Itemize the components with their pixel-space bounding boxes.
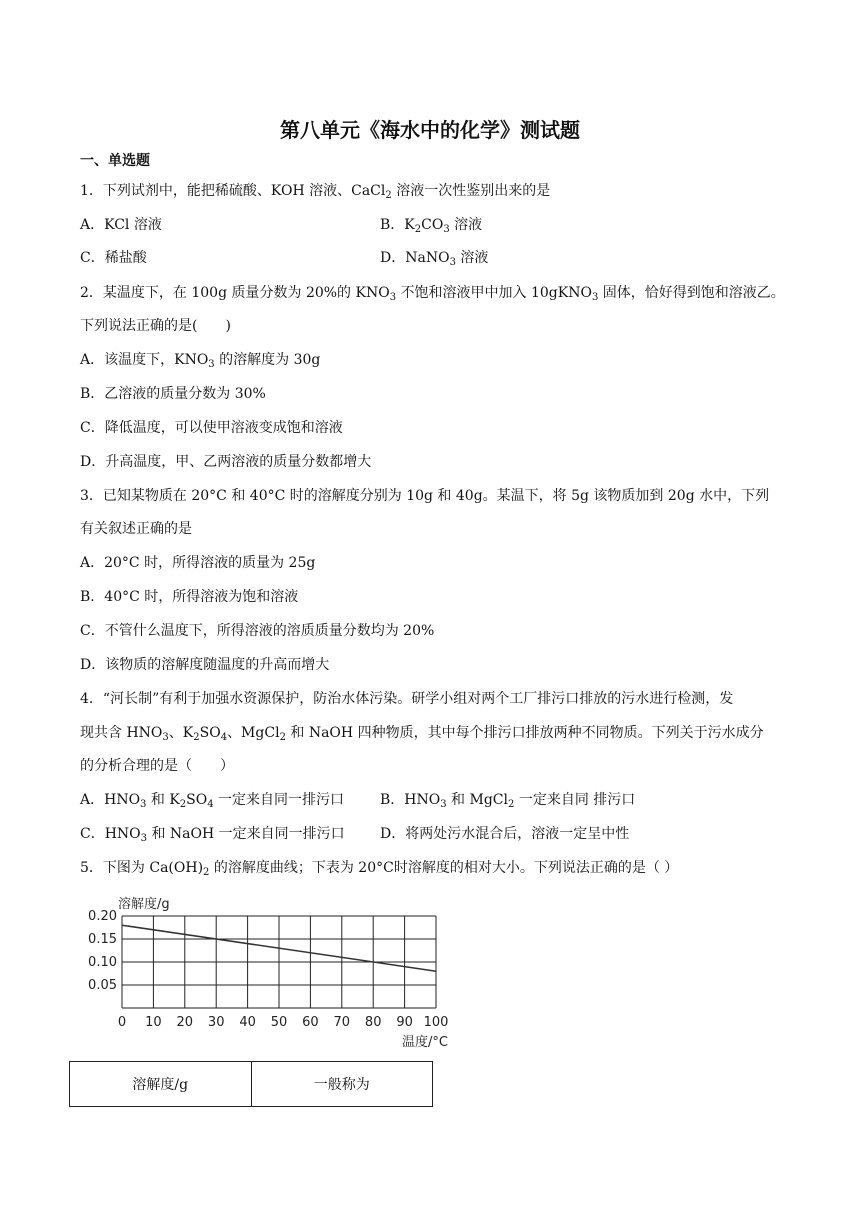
q1-stem: 1．下列试剂中，能把稀硫酸、KOH 溶液、CaCl$_2$ 溶液一次性鉴别出来的是 bbox=[80, 183, 551, 201]
q4-option-d: D．将两处污水混合后，溶液一定呈中性 bbox=[380, 826, 630, 842]
x-tick-label: 50 bbox=[270, 1015, 288, 1030]
q3-option-c: C．不管什么温度下，所得溶液的溶质质量分数均为 20% bbox=[80, 623, 435, 639]
x-tick-label: 60 bbox=[302, 1015, 319, 1030]
x-tick-label: 10 bbox=[145, 1015, 162, 1030]
q1-option-a: A．KCl 溶液 bbox=[80, 217, 162, 233]
page-title: 第八单元《海水中的化学》测试题 bbox=[280, 118, 580, 142]
x-tick-label: 0 bbox=[117, 1015, 127, 1030]
q3-option-d: D．该物质的溶解度随温度的升高而增大 bbox=[80, 657, 330, 673]
q2-stem-line1: 2．某温度下，在 100g 质量分数为 20%的 $KNO_3$ 不饱和溶液甲中加入 10gKNO$_3$ 固体，恰好得到饱和溶液乙。 bbox=[80, 285, 785, 303]
q4-stem-line2: 现共含 $HNO_3$、$K_2SO_4$、MgCl$_2$ 和 NaOH 四种物质，其中每个排污口排放两种不同物质。下列关于污水成分 bbox=[80, 725, 764, 743]
q2-option-a: A．该温度下，$KNO_3$ 的溶解度为 30g bbox=[80, 352, 321, 370]
y-axis-label: 溶解度/g bbox=[118, 897, 170, 912]
q3-stem-line1: 3．已知某物质在 20°C 和 40°C 时的溶解度分别为 10g 和 40g。某温下，将 5g 该物质加到 20g 水中，下列 bbox=[80, 488, 770, 504]
q4-stem-line3: 的分析合理的是（ ） bbox=[80, 758, 234, 774]
q4-option-a: A．$HNO_3$ 和 $K_2SO_4$ 一定来自同一排污口 bbox=[80, 792, 345, 810]
q1-option-d: D．NaNO$_3$ 溶液 bbox=[380, 250, 489, 268]
x-tick-label: 80 bbox=[364, 1015, 382, 1030]
section-heading: 一、单选题 bbox=[80, 153, 150, 169]
solubility-chart bbox=[82, 888, 462, 1058]
q1-option-b: B．$K_2CO_3$ 溶液 bbox=[380, 217, 483, 235]
x-tick-label: 90 bbox=[396, 1015, 413, 1030]
solubility-table bbox=[69, 1061, 433, 1107]
x-axis-label: 温度/°C bbox=[402, 1035, 448, 1050]
x-tick-label: 30 bbox=[207, 1015, 225, 1030]
q3-stem-line2: 有关叙述正确的是 bbox=[80, 521, 192, 537]
q2-option-b: B．乙溶液的质量分数为 30% bbox=[80, 386, 266, 402]
q5-stem: 5．下图为 $Ca(OH)_2$ 的溶解度曲线；下表为 20°C时溶解度的相对大小。下列说法正确的是（ ） bbox=[80, 860, 679, 878]
table-header-cell: 溶解度/g bbox=[70, 1062, 252, 1107]
y-tick-label: 0.20 bbox=[88, 909, 117, 924]
y-tick-label: 0.05 bbox=[88, 978, 117, 993]
x-tick-label: 100 bbox=[423, 1015, 449, 1030]
q4-option-b: B．$HNO_3$ 和 MgCl$_2$ 一定来自同 排污口 bbox=[380, 792, 636, 810]
x-tick-label: 70 bbox=[333, 1015, 351, 1030]
q4-stem-line1: 4．“河长制”有利于加强水资源保护，防治水体污染。研学小组对两个工厂排污口排放的污水进行检测，发 bbox=[80, 691, 734, 707]
x-tick-label: 20 bbox=[176, 1015, 194, 1030]
q3-option-a: A．20°C 时，所得溶液的质量为 25g bbox=[80, 555, 316, 571]
q3-option-b: B．40°C 时，所得溶液为饱和溶液 bbox=[80, 589, 299, 605]
q2-stem-line2: 下列说法正确的是( ) bbox=[80, 318, 231, 334]
q1-option-c: C．稀盐酸 bbox=[80, 250, 147, 266]
q4-option-c: C．$HNO_3$ 和 NaOH 一定来自同一排污口 bbox=[80, 826, 345, 844]
q2-option-d: D．升高温度，甲、乙两溶液的质量分数都增大 bbox=[80, 454, 372, 470]
table-row bbox=[70, 1062, 433, 1107]
x-tick-label: 40 bbox=[239, 1015, 256, 1030]
y-tick-label: 0.15 bbox=[88, 932, 117, 947]
q2-option-c: C．降低温度，可以使甲溶液变成饱和溶液 bbox=[80, 420, 343, 436]
table-header-cell: 一般称为 bbox=[251, 1062, 433, 1107]
y-tick-label: 0.10 bbox=[88, 955, 117, 970]
